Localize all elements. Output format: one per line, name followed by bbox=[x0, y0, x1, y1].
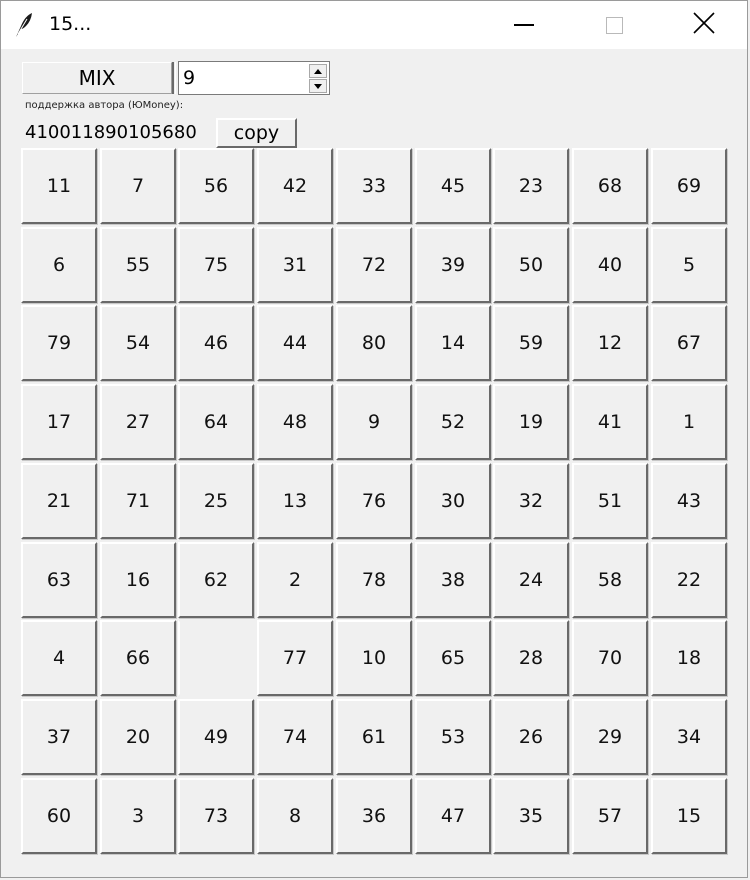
puzzle-tile[interactable]: 47 bbox=[415, 778, 491, 854]
spin-up-button[interactable] bbox=[309, 64, 327, 78]
puzzle-tile[interactable]: 66 bbox=[100, 620, 176, 696]
puzzle-tile[interactable]: 72 bbox=[336, 227, 412, 303]
puzzle-tile[interactable]: 9 bbox=[336, 384, 412, 460]
puzzle-tile[interactable]: 51 bbox=[572, 463, 648, 539]
puzzle-tile[interactable]: 23 bbox=[493, 148, 569, 224]
puzzle-tile[interactable]: 5 bbox=[651, 227, 727, 303]
puzzle-tile[interactable]: 29 bbox=[572, 699, 648, 775]
spin-down-button[interactable] bbox=[309, 79, 327, 93]
puzzle-tile[interactable]: 36 bbox=[336, 778, 412, 854]
puzzle-tile[interactable]: 20 bbox=[100, 699, 176, 775]
puzzle-tile[interactable]: 80 bbox=[336, 305, 412, 381]
empty-tile[interactable] bbox=[178, 620, 254, 696]
puzzle-tile[interactable]: 37 bbox=[21, 699, 97, 775]
puzzle-tile[interactable]: 13 bbox=[257, 463, 333, 539]
maximize-icon bbox=[606, 17, 623, 34]
puzzle-tile[interactable]: 45 bbox=[415, 148, 491, 224]
puzzle-tile[interactable]: 35 bbox=[493, 778, 569, 854]
minimize-icon bbox=[514, 24, 534, 26]
toolbar-separator bbox=[172, 62, 176, 94]
support-label: поддержка автора (ЮMoney): bbox=[25, 100, 184, 111]
puzzle-tile[interactable]: 49 bbox=[178, 699, 254, 775]
puzzle-tile[interactable]: 62 bbox=[178, 542, 254, 618]
puzzle-tile[interactable]: 34 bbox=[651, 699, 727, 775]
mix-button[interactable]: MIX bbox=[22, 62, 172, 94]
puzzle-tile[interactable]: 17 bbox=[21, 384, 97, 460]
puzzle-tile[interactable]: 64 bbox=[178, 384, 254, 460]
arrow-up-icon bbox=[314, 69, 322, 74]
puzzle-tile[interactable]: 76 bbox=[336, 463, 412, 539]
puzzle-tile[interactable]: 46 bbox=[178, 305, 254, 381]
puzzle-tile[interactable]: 18 bbox=[651, 620, 727, 696]
puzzle-tile[interactable]: 78 bbox=[336, 542, 412, 618]
puzzle-tile[interactable]: 52 bbox=[415, 384, 491, 460]
puzzle-tile[interactable]: 22 bbox=[651, 542, 727, 618]
puzzle-tile[interactable]: 25 bbox=[178, 463, 254, 539]
title-bar[interactable] bbox=[1, 1, 747, 49]
board-size-spinbox[interactable] bbox=[178, 61, 330, 95]
puzzle-tile[interactable]: 41 bbox=[572, 384, 648, 460]
puzzle-tile[interactable]: 2 bbox=[257, 542, 333, 618]
puzzle-tile[interactable]: 3 bbox=[100, 778, 176, 854]
puzzle-tile[interactable]: 30 bbox=[415, 463, 491, 539]
puzzle-tile[interactable]: 71 bbox=[100, 463, 176, 539]
maximize-button[interactable] bbox=[569, 1, 659, 49]
puzzle-tile[interactable]: 59 bbox=[493, 305, 569, 381]
puzzle-tile[interactable]: 12 bbox=[572, 305, 648, 381]
puzzle-tile[interactable]: 15 bbox=[651, 778, 727, 854]
puzzle-tile[interactable]: 28 bbox=[493, 620, 569, 696]
puzzle-tile[interactable]: 4 bbox=[21, 620, 97, 696]
puzzle-tile[interactable]: 50 bbox=[493, 227, 569, 303]
copy-button[interactable]: copy bbox=[216, 118, 297, 148]
puzzle-tile[interactable]: 1 bbox=[651, 384, 727, 460]
puzzle-tile[interactable]: 44 bbox=[257, 305, 333, 381]
puzzle-tile[interactable]: 38 bbox=[415, 542, 491, 618]
puzzle-tile[interactable]: 40 bbox=[572, 227, 648, 303]
puzzle-tile[interactable]: 31 bbox=[257, 227, 333, 303]
arrow-down-icon bbox=[314, 84, 322, 89]
puzzle-tile[interactable]: 24 bbox=[493, 542, 569, 618]
puzzle-tile[interactable]: 61 bbox=[336, 699, 412, 775]
puzzle-tile[interactable]: 14 bbox=[415, 305, 491, 381]
board-size-input[interactable] bbox=[181, 64, 305, 92]
puzzle-tile[interactable]: 11 bbox=[21, 148, 97, 224]
puzzle-tile[interactable]: 70 bbox=[572, 620, 648, 696]
account-number: 410011890105680 bbox=[25, 122, 197, 143]
puzzle-tile[interactable]: 69 bbox=[651, 148, 727, 224]
puzzle-tile[interactable]: 33 bbox=[336, 148, 412, 224]
puzzle-tile[interactable]: 77 bbox=[257, 620, 333, 696]
puzzle-tile[interactable]: 63 bbox=[21, 542, 97, 618]
puzzle-tile[interactable]: 57 bbox=[572, 778, 648, 854]
puzzle-tile[interactable]: 27 bbox=[100, 384, 176, 460]
puzzle-tile[interactable]: 79 bbox=[21, 305, 97, 381]
puzzle-tile[interactable]: 10 bbox=[336, 620, 412, 696]
puzzle-tile[interactable]: 65 bbox=[415, 620, 491, 696]
puzzle-tile[interactable]: 48 bbox=[257, 384, 333, 460]
puzzle-tile[interactable]: 7 bbox=[100, 148, 176, 224]
puzzle-tile[interactable]: 26 bbox=[493, 699, 569, 775]
puzzle-tile[interactable]: 58 bbox=[572, 542, 648, 618]
puzzle-tile[interactable]: 56 bbox=[178, 148, 254, 224]
puzzle-tile[interactable]: 68 bbox=[572, 148, 648, 224]
close-button[interactable] bbox=[659, 1, 749, 49]
puzzle-tile[interactable]: 32 bbox=[493, 463, 569, 539]
window-title: 15... bbox=[49, 13, 92, 35]
puzzle-tile[interactable]: 21 bbox=[21, 463, 97, 539]
puzzle-tile[interactable]: 60 bbox=[21, 778, 97, 854]
puzzle-tile[interactable]: 75 bbox=[178, 227, 254, 303]
puzzle-tile[interactable]: 55 bbox=[100, 227, 176, 303]
close-icon bbox=[693, 12, 715, 38]
puzzle-tile[interactable]: 6 bbox=[21, 227, 97, 303]
puzzle-tile[interactable]: 42 bbox=[257, 148, 333, 224]
puzzle-tile[interactable]: 19 bbox=[493, 384, 569, 460]
puzzle-tile[interactable]: 43 bbox=[651, 463, 727, 539]
puzzle-board bbox=[21, 148, 726, 859]
puzzle-tile[interactable]: 16 bbox=[100, 542, 176, 618]
puzzle-tile[interactable]: 74 bbox=[257, 699, 333, 775]
minimize-button[interactable] bbox=[479, 1, 569, 49]
puzzle-tile[interactable]: 54 bbox=[100, 305, 176, 381]
puzzle-tile[interactable]: 39 bbox=[415, 227, 491, 303]
puzzle-tile[interactable]: 67 bbox=[651, 305, 727, 381]
puzzle-tile[interactable]: 8 bbox=[257, 778, 333, 854]
feather-icon bbox=[13, 11, 35, 39]
puzzle-tile[interactable]: 73 bbox=[178, 778, 254, 854]
puzzle-tile[interactable]: 53 bbox=[415, 699, 491, 775]
